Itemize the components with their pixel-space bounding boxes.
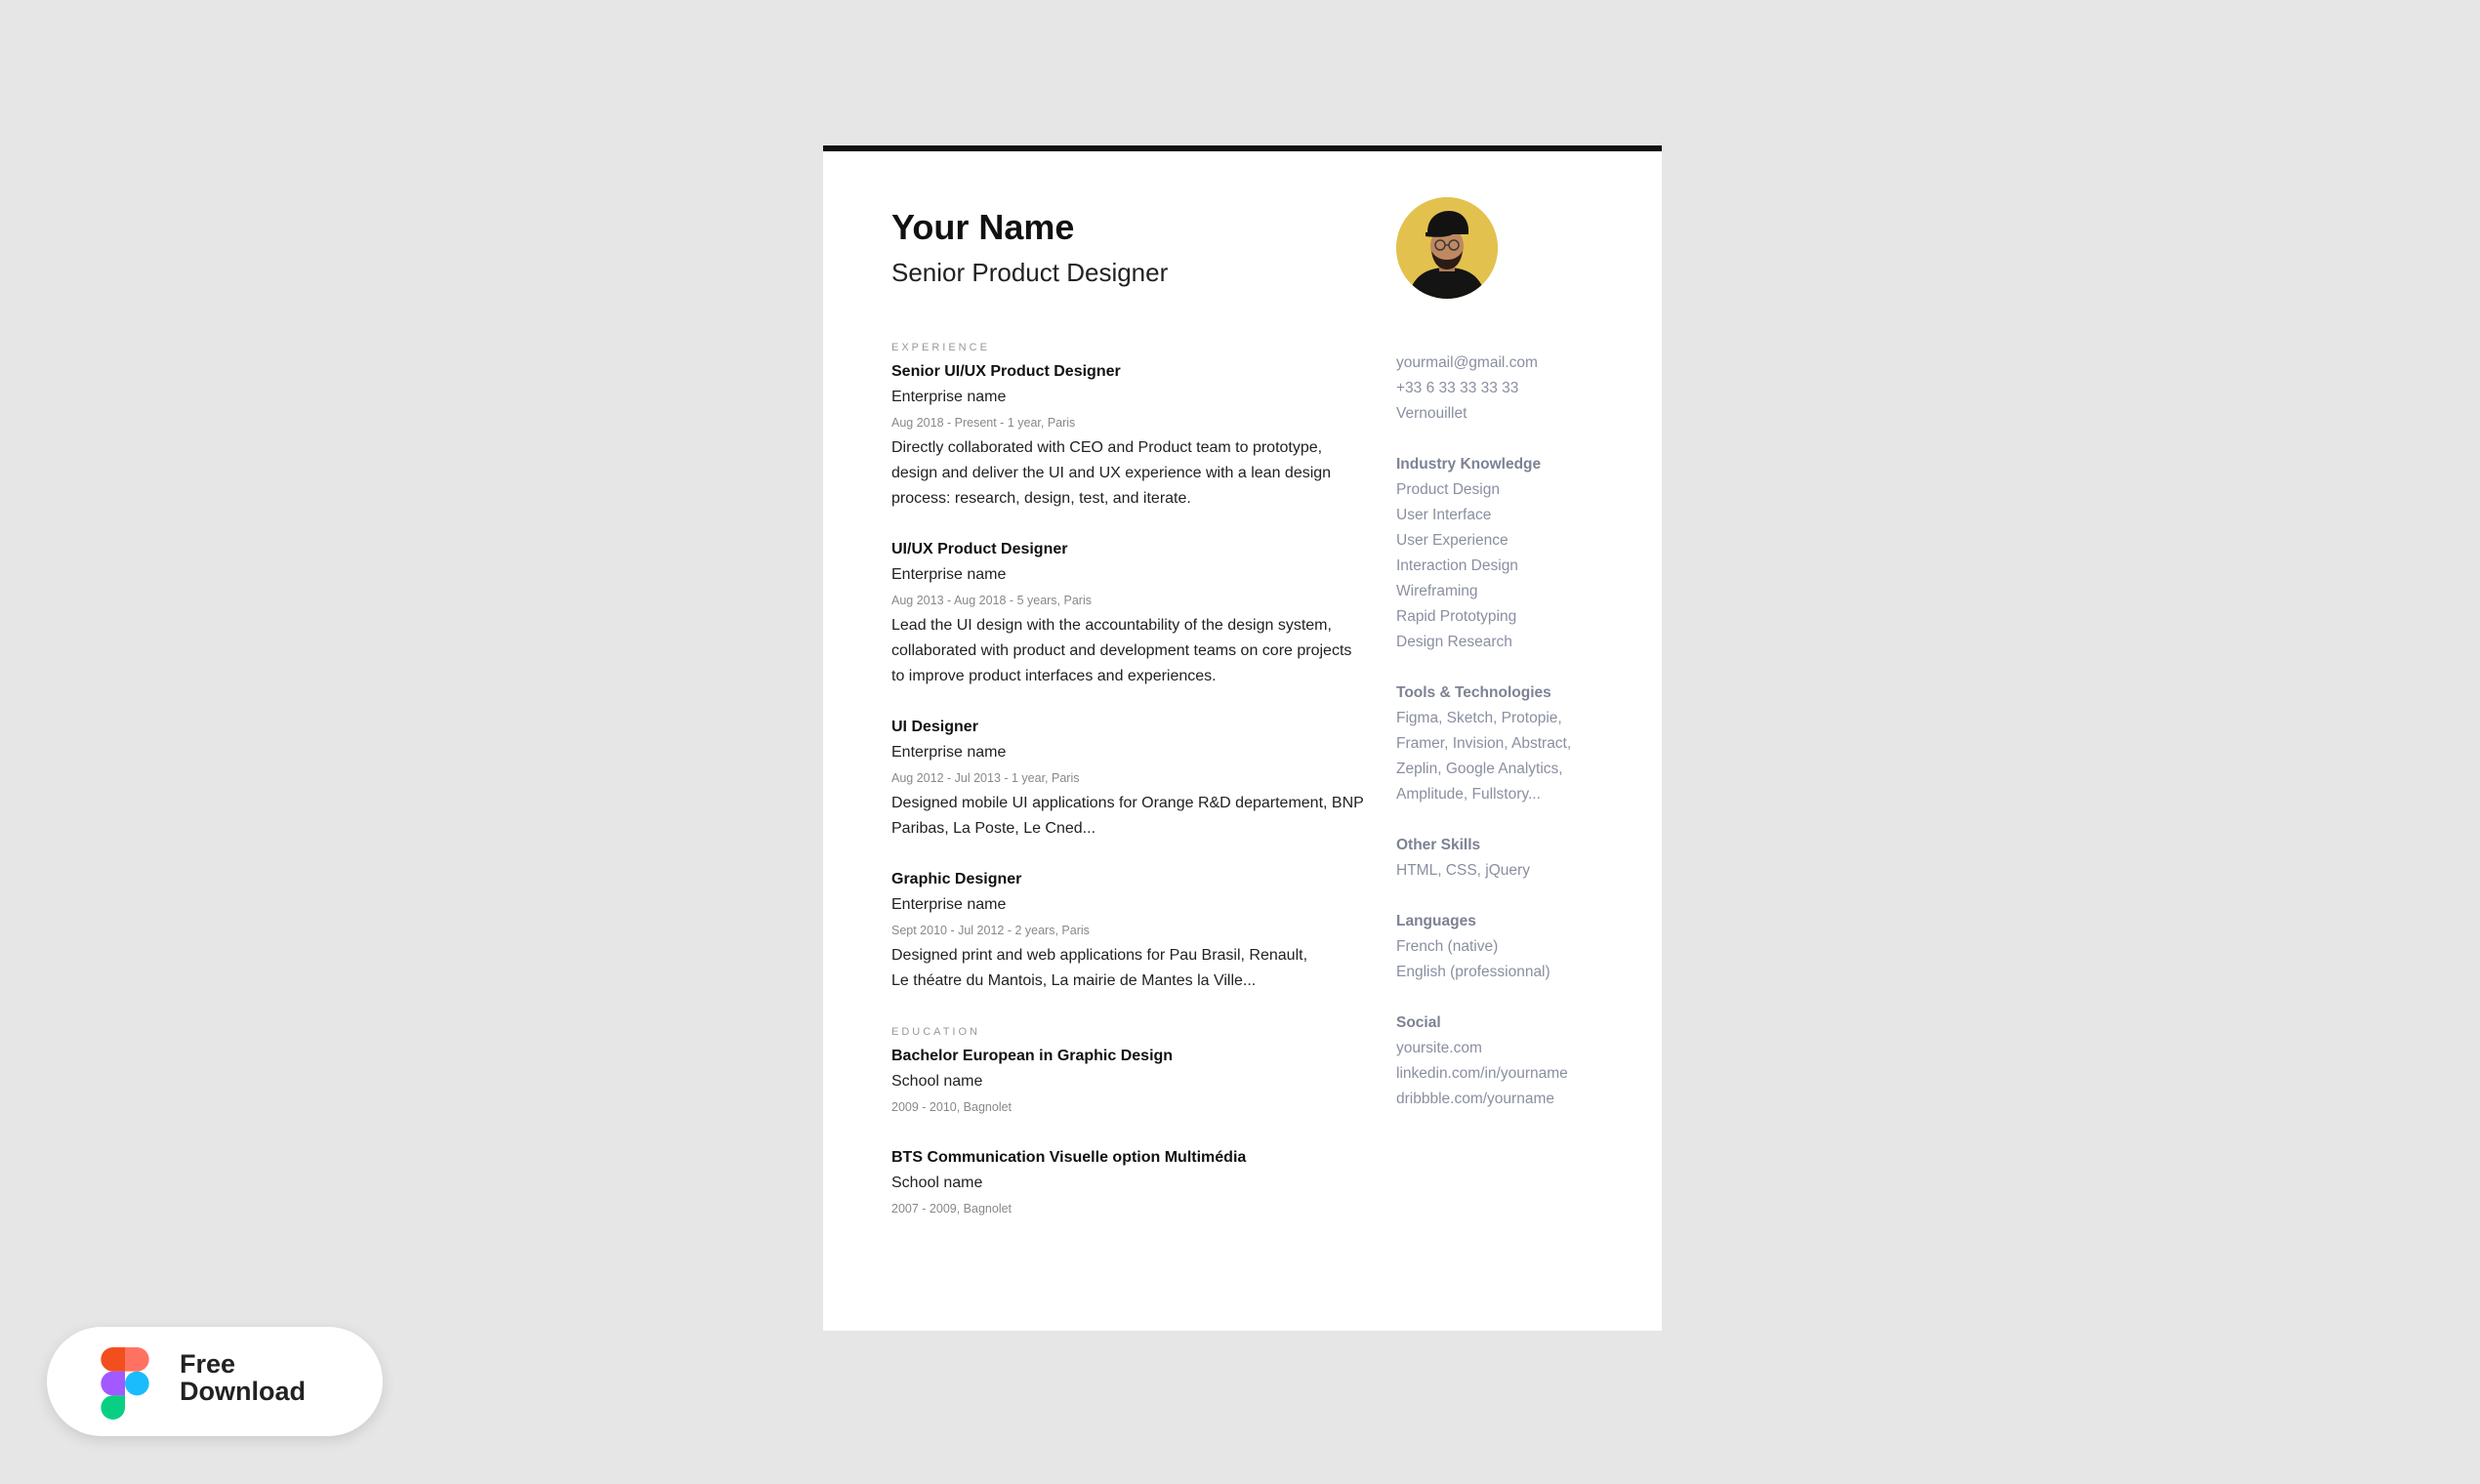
skill-item: Product Design — [1396, 481, 1500, 498]
badge-label-line2: Download — [180, 1377, 306, 1406]
education-dates: 2009 - 2010, Bagnolet — [891, 1100, 1013, 1115]
social-link[interactable]: dribbble.com/yourname — [1396, 1091, 1554, 1107]
education-dates: 2007 - 2009, Bagnolet — [891, 1202, 1013, 1216]
employer-name: Enterprise name — [891, 896, 1007, 914]
job-description — [891, 791, 1380, 842]
experience-entry — [891, 537, 1380, 689]
contact-info — [1396, 350, 1640, 1112]
resume-page — [823, 145, 1662, 1331]
badge-label-line1: Free — [180, 1349, 236, 1379]
degree-title: BTS Communication Visuelle option Multimédia — [891, 1149, 1247, 1167]
resume-name: Your Name — [891, 207, 1075, 247]
education-list — [891, 1044, 1380, 1221]
employer-name: Enterprise name — [891, 744, 1007, 762]
experience-section-label: EXPERIENCE — [891, 342, 990, 354]
skill-item: HTML, CSS, jQuery — [1396, 862, 1530, 879]
sidebar-section-heading: Languages — [1396, 913, 1476, 929]
job-description — [891, 613, 1380, 689]
phone-number: +33 6 33 33 33 33 — [1396, 380, 1519, 396]
job-title: Senior UI/UX Product Designer — [891, 363, 1121, 381]
experience-entry — [891, 359, 1380, 512]
sidebar-section-languages — [1396, 909, 1640, 985]
skill-item: Wireframing — [1396, 583, 1478, 599]
resume-role: Senior Product Designer — [891, 257, 1169, 287]
job-description-line: Designed print and web applications for Pau Brasil, Renault, — [891, 947, 1308, 965]
experience-list — [891, 359, 1380, 994]
tools-line: Amplitude, Fullstory... — [1396, 786, 1541, 803]
social-link[interactable]: linkedin.com/in/yourname — [1396, 1065, 1568, 1082]
job-description — [891, 435, 1380, 512]
figma-logo-icon — [100, 1347, 150, 1420]
job-description-line: Paribas, La Poste, Le Cned... — [891, 820, 1096, 838]
tools-line: Framer, Invision, Abstract, — [1396, 735, 1572, 752]
sidebar-section-heading: Social — [1396, 1014, 1441, 1031]
education-entry — [891, 1044, 1380, 1120]
employer-name: Enterprise name — [891, 389, 1007, 406]
skill-item: User Experience — [1396, 532, 1509, 549]
employer-name: Enterprise name — [891, 566, 1007, 584]
job-title: UI/UX Product Designer — [891, 541, 1068, 558]
sidebar-section-other-skills — [1396, 833, 1640, 884]
resume-main-column — [891, 208, 1380, 1221]
email-link[interactable]: yourmail@gmail.com — [1396, 354, 1538, 371]
job-dates: Aug 2018 - Present - 1 year, Paris — [891, 416, 1076, 431]
sidebar-section-heading: Other Skills — [1396, 837, 1481, 853]
experience-entry — [891, 715, 1380, 842]
job-description-line: Directly collaborated with CEO and Product team to prototype, — [891, 439, 1323, 457]
sidebar-section-heading: Tools & Technologies — [1396, 684, 1551, 701]
skill-item: Interaction Design — [1396, 557, 1518, 574]
free-download-button[interactable] — [47, 1327, 383, 1436]
experience-entry — [891, 867, 1380, 994]
education-entry — [891, 1145, 1380, 1221]
sidebar-section-heading: Industry Knowledge — [1396, 456, 1542, 473]
job-dates: Aug 2012 - Jul 2013 - 1 year, Paris — [891, 771, 1080, 786]
school-name: School name — [891, 1073, 983, 1091]
badge-label — [180, 1350, 306, 1405]
tools-line: Figma, Sketch, Protopie, — [1396, 710, 1562, 726]
sidebar-section-social — [1396, 1010, 1640, 1112]
tools-line: Zeplin, Google Analytics, — [1396, 761, 1563, 777]
language-item: English (professionnal) — [1396, 964, 1550, 980]
job-description-line: process: research, design, test, and iterate. — [891, 490, 1191, 508]
job-description-line: Lead the UI design with the accountability of the design system, — [891, 617, 1332, 635]
school-name: School name — [891, 1175, 983, 1192]
job-description-line: collaborated with product and development teams on core projects — [891, 642, 1352, 660]
job-dates: Sept 2010 - Jul 2012 - 2 years, Paris — [891, 924, 1090, 938]
avatar-portrait-icon — [1396, 197, 1498, 299]
degree-title: Bachelor European in Graphic Design — [891, 1048, 1174, 1065]
education-section-label: EDUCATION — [891, 1026, 980, 1039]
avatar — [1396, 197, 1498, 299]
job-description-line: Le théatre du Mantois, La mairie de Mantes la Ville... — [891, 972, 1257, 990]
skill-item: Design Research — [1396, 634, 1512, 650]
city: Vernouillet — [1396, 405, 1467, 422]
job-description-line: design and deliver the UI and UX experience with a lean design — [891, 465, 1332, 482]
job-title: Graphic Designer — [891, 871, 1022, 888]
job-description-line: to improve product interfaces and experiences. — [891, 668, 1217, 685]
job-dates: Aug 2013 - Aug 2018 - 5 years, Paris — [891, 594, 1092, 608]
sidebar-section-industry-knowledge — [1396, 452, 1640, 655]
skill-item: User Interface — [1396, 507, 1492, 523]
sidebar-section-tools — [1396, 680, 1640, 807]
language-item: French (native) — [1396, 938, 1499, 955]
job-description-line: Designed mobile UI applications for Orange R&D departement, BNP — [891, 795, 1364, 812]
skill-item: Rapid Prototyping — [1396, 608, 1517, 625]
social-link[interactable]: yoursite.com — [1396, 1040, 1482, 1056]
job-title: UI Designer — [891, 719, 978, 736]
job-description — [891, 943, 1380, 994]
